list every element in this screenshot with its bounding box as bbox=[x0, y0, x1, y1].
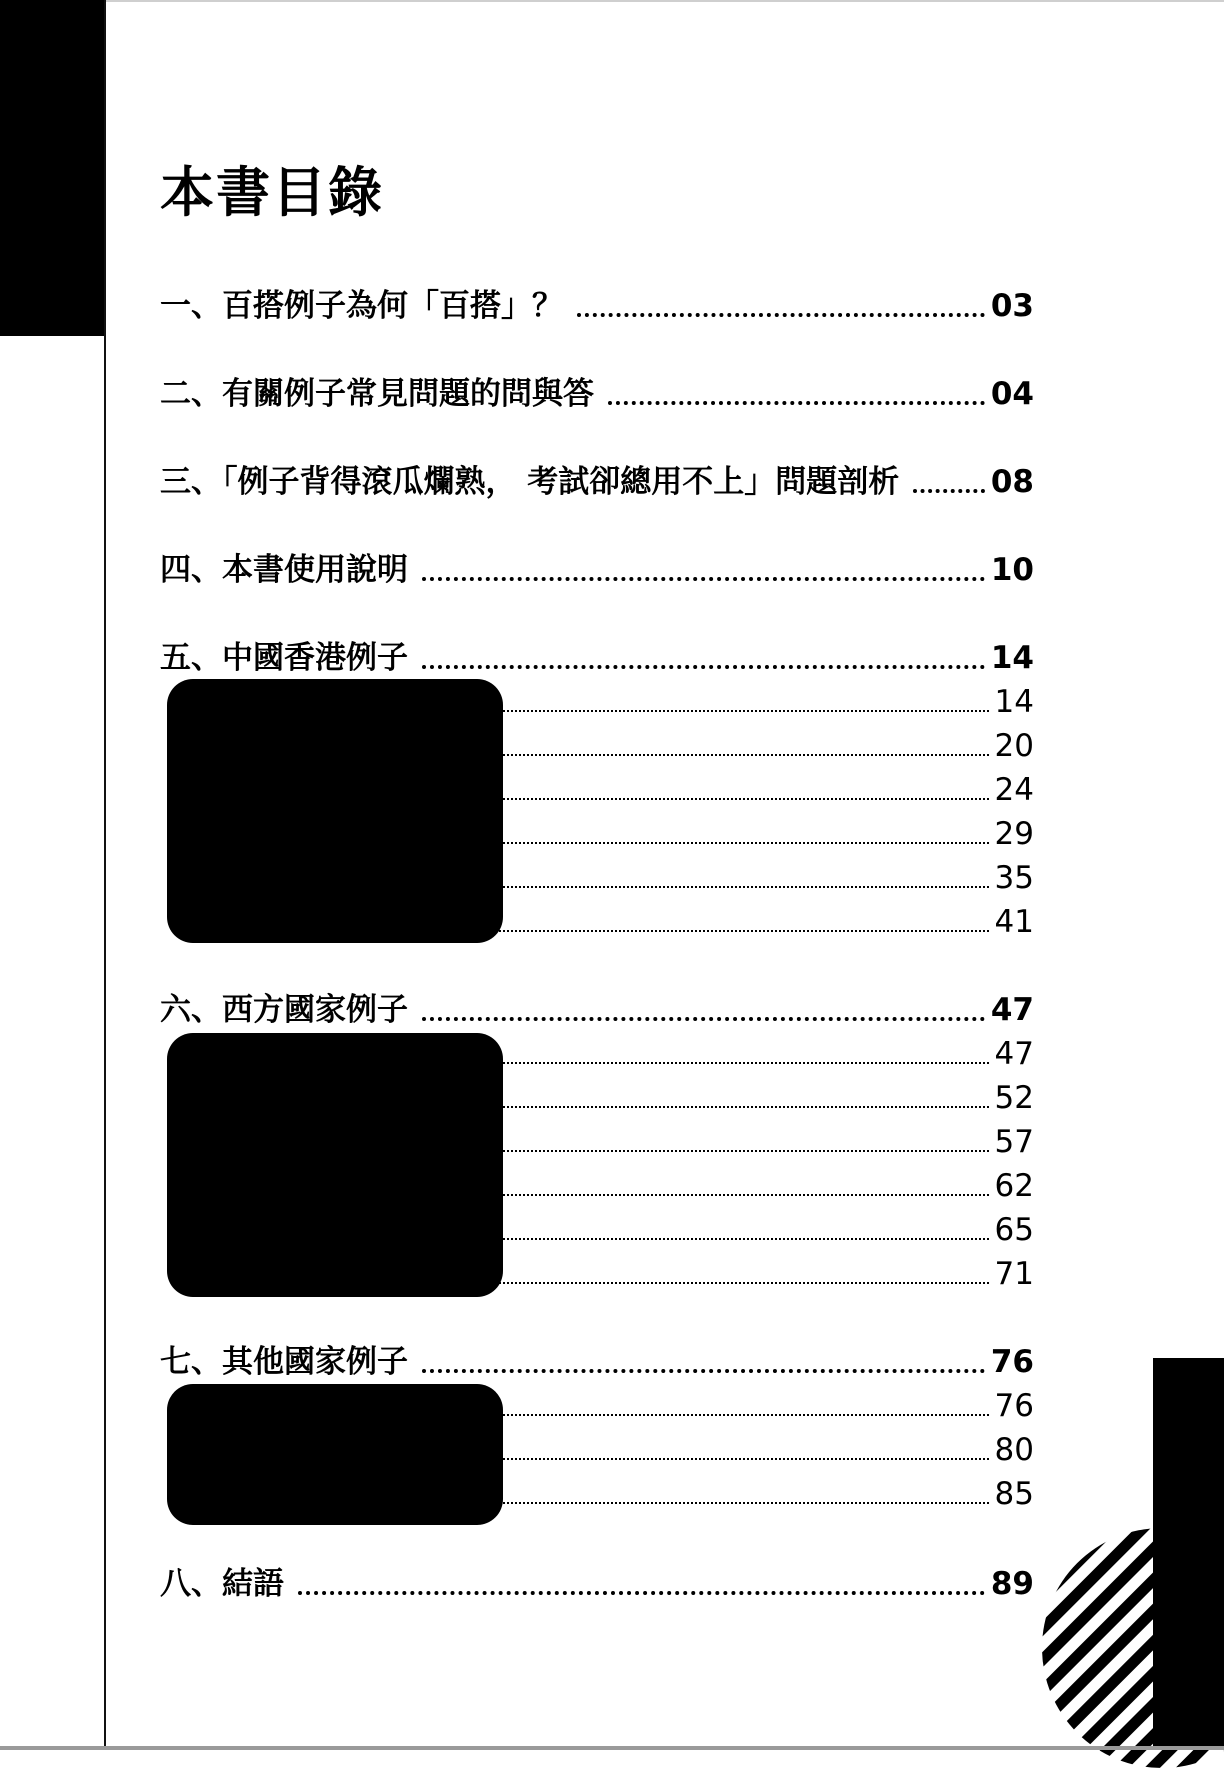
toc-subentry[interactable] bbox=[490, 1432, 1034, 1468]
toc-entry-label: 四、本書使用說明 bbox=[160, 552, 408, 588]
dot-leader bbox=[490, 710, 989, 712]
dot-leader bbox=[422, 1017, 985, 1021]
toc-subentry-page: 24 bbox=[994, 772, 1034, 808]
toc-entry-page: 03 bbox=[990, 288, 1034, 324]
toc-subentry-page: 76 bbox=[994, 1388, 1034, 1424]
toc-entry[interactable] bbox=[160, 284, 1034, 328]
page-bottom-border bbox=[0, 1746, 1224, 1750]
toc-entry-page: 08 bbox=[990, 464, 1034, 500]
toc-entry-label: 六、西方國家例子 bbox=[160, 992, 408, 1028]
dot-leader bbox=[913, 489, 985, 493]
toc-subentry[interactable] bbox=[490, 1168, 1034, 1204]
dot-leader bbox=[490, 930, 989, 932]
left-margin-rule bbox=[104, 0, 106, 1750]
toc-entry[interactable] bbox=[160, 548, 1034, 592]
dot-leader bbox=[490, 1414, 989, 1416]
toc-entry-page: 89 bbox=[990, 1566, 1034, 1602]
dot-leader bbox=[422, 577, 985, 581]
toc-subentry-page: 14 bbox=[994, 684, 1034, 720]
toc-subentry-page: 62 bbox=[994, 1168, 1034, 1204]
toc-subentry[interactable] bbox=[490, 1388, 1034, 1424]
dot-leader bbox=[298, 1591, 985, 1595]
dot-leader bbox=[490, 1282, 989, 1284]
toc-entry-page: 47 bbox=[990, 992, 1034, 1028]
toc-entry-page: 76 bbox=[990, 1344, 1034, 1380]
dot-leader bbox=[490, 1150, 989, 1152]
toc-subentry-page: 80 bbox=[994, 1432, 1034, 1468]
toc-entry[interactable] bbox=[160, 988, 1034, 1032]
toc-subentry-page: 85 bbox=[994, 1476, 1034, 1512]
toc-subentry-page: 47 bbox=[994, 1036, 1034, 1072]
toc-entry-page: 10 bbox=[990, 552, 1034, 588]
dot-leader bbox=[490, 1062, 989, 1064]
page-title: 本書目錄 bbox=[160, 161, 384, 224]
toc-entry-page: 04 bbox=[990, 376, 1034, 412]
dot-leader bbox=[490, 1194, 989, 1196]
dot-leader bbox=[422, 665, 985, 669]
toc-subentry[interactable] bbox=[490, 772, 1034, 808]
toc-entry[interactable] bbox=[160, 1562, 1034, 1606]
toc-entry-label: 五、中國香港例子 bbox=[160, 640, 408, 676]
redaction-block bbox=[167, 1033, 503, 1297]
redaction-block bbox=[167, 679, 503, 943]
toc-subentry-page: 20 bbox=[994, 728, 1034, 764]
toc-subentry[interactable] bbox=[490, 1124, 1034, 1160]
toc-entry[interactable] bbox=[160, 460, 1034, 504]
toc-subentry-page: 41 bbox=[994, 904, 1034, 940]
toc-entry[interactable] bbox=[160, 1340, 1034, 1384]
toc-entry[interactable] bbox=[160, 636, 1034, 680]
dot-leader bbox=[422, 1369, 985, 1373]
dot-leader bbox=[490, 1238, 989, 1240]
toc-subentry[interactable] bbox=[490, 1256, 1034, 1292]
toc-subentry[interactable] bbox=[490, 860, 1034, 896]
toc-entry-label: 七、其他國家例子 bbox=[160, 1344, 408, 1380]
dot-leader bbox=[490, 1502, 989, 1504]
dot-leader bbox=[490, 842, 989, 844]
dot-leader bbox=[490, 1106, 989, 1108]
toc-entry[interactable] bbox=[160, 372, 1034, 416]
striped-circle-decoration bbox=[1042, 1528, 1224, 1768]
toc-subentry-page: 71 bbox=[994, 1256, 1034, 1292]
toc-subentry-page: 35 bbox=[994, 860, 1034, 896]
toc-subentry-page: 52 bbox=[994, 1080, 1034, 1116]
toc-subentry-page: 29 bbox=[994, 816, 1034, 852]
toc-entry-page: 14 bbox=[990, 640, 1034, 676]
toc-entry-label: 三、「例子背得滾瓜爛熟， 考試卻總用不上」問題剖析 bbox=[160, 464, 900, 500]
toc-subentry[interactable] bbox=[490, 1036, 1034, 1072]
redaction-block bbox=[167, 1384, 503, 1525]
dot-leader bbox=[490, 754, 989, 756]
toc-subentry[interactable] bbox=[490, 728, 1034, 764]
page-top-border bbox=[104, 0, 1224, 2]
left-black-block bbox=[0, 0, 106, 336]
toc-subentry[interactable] bbox=[490, 1212, 1034, 1248]
dot-leader bbox=[577, 313, 985, 317]
toc-subentry[interactable] bbox=[490, 684, 1034, 720]
dot-leader bbox=[490, 798, 989, 800]
toc-entry-label: 二、有關例子常見問題的問與答 bbox=[160, 376, 594, 412]
toc-subentry[interactable] bbox=[490, 904, 1034, 940]
toc-entry-label: 一、百搭例子為何「百搭」？ bbox=[160, 288, 563, 324]
toc-subentry-page: 57 bbox=[994, 1124, 1034, 1160]
toc-subentry[interactable] bbox=[490, 1476, 1034, 1512]
toc-subentry[interactable] bbox=[490, 816, 1034, 852]
toc-subentry[interactable] bbox=[490, 1080, 1034, 1116]
dot-leader bbox=[490, 1458, 989, 1460]
dot-leader bbox=[490, 886, 989, 888]
dot-leader bbox=[608, 401, 985, 405]
toc-subentry-page: 65 bbox=[994, 1212, 1034, 1248]
toc-entry-label: 八、結語 bbox=[160, 1566, 284, 1602]
